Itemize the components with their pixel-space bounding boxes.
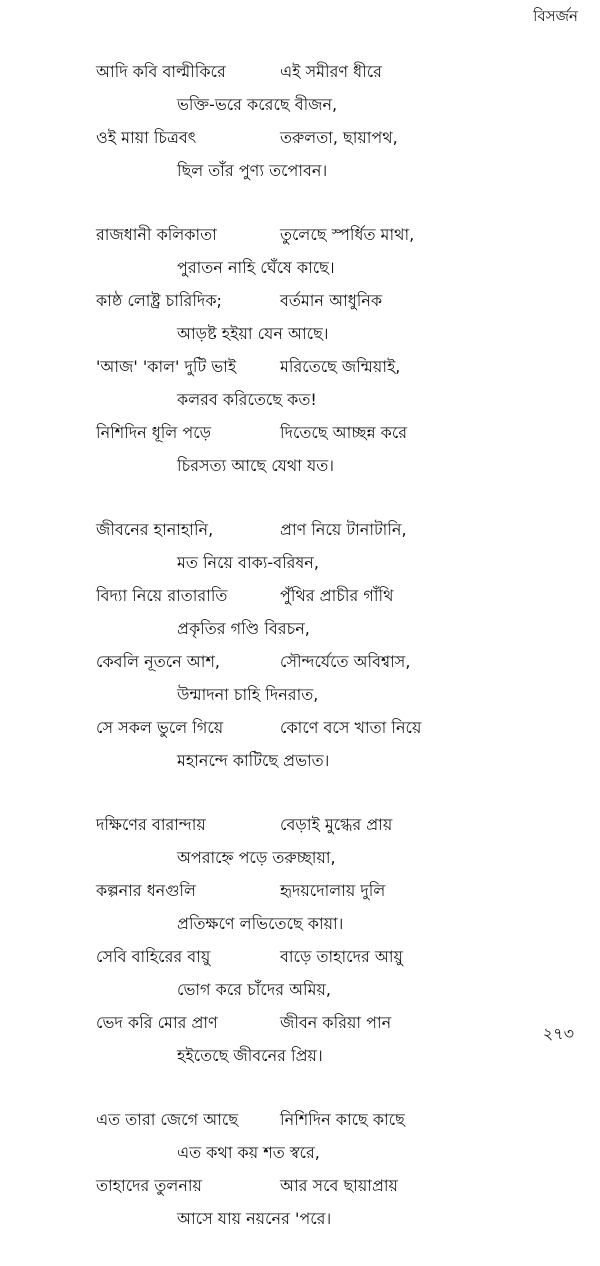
verse-second-half: সৌন্দর্যেতে অবিশ্বাস, [280,652,411,671]
verse-second-half: তরুলতা, ছায়াপথ, [280,128,398,147]
verse-line [0,513,600,546]
poem-body [0,55,600,1266]
verse-line [0,940,600,973]
verse-second-half: বর্তমান আধুনিক [280,291,383,310]
verse-line [0,416,600,449]
verse-line-indented [0,383,600,416]
verse-first-half: তাহাদের তুলনায় [96,1176,202,1195]
verse-line-indented [0,612,600,645]
verse-second-half: প্রাণ নিয়ে টানাটানি, [280,520,407,539]
verse-first-half: দক্ষিণের বারান্দায় [96,815,206,834]
verse-first-half: ওই মায়া চিত্রবৎ [96,128,197,147]
verse-second-half: তুলেছে স্পর্ধিত মাথা, [280,225,415,244]
verse-first-half: এত তারা জেগে আছে [96,1110,239,1129]
verse-line-indented [0,744,600,777]
verse-refrain: মহানন্দে কাটিছে প্রভাত। [177,751,330,770]
stanza [0,1103,600,1235]
verse-first-half: আদি কবি বাল্মীকিরে [96,62,226,81]
running-head-title: বিসর্জন [533,7,578,25]
verse-line [0,350,600,383]
verse-line [0,1103,600,1136]
verse-refrain: পুরাতন নাহি ঘেঁষে কাছে। [177,258,335,277]
verse-first-half: নিশিদিন ধূলি পড়ে [96,423,212,442]
verse-line-indented [0,449,600,482]
verse-line-indented [0,907,600,940]
verse-line-indented [0,317,600,350]
verse-first-half: সে সকল ভুলে গিয়ে [96,718,224,737]
stanza [0,55,600,187]
verse-refrain: ভক্তি-ভরে করেছে বীজন, [177,95,338,114]
verse-second-half: বাড়ে তাহাদের আয়ু [280,947,403,966]
verse-second-half: পুঁথির প্রাচীর গাঁথি [280,586,394,605]
verse-refrain: মত নিয়ে বাক্য-বরিষন, [177,553,319,572]
verse-first-half: সেবি বাহিরের বায়ু [96,947,211,966]
verse-line-indented [0,1039,600,1072]
verse-second-half: জীবন করিয়া পান [280,1013,392,1032]
verse-line [0,874,600,907]
verse-second-half: মরিতেছে জন্মিয়াই, [280,357,401,376]
verse-line-indented [0,546,600,579]
verse-line [0,711,600,744]
verse-refrain: আড়ষ্ট হইয়া যেন আছে। [177,324,329,343]
verse-refrain: প্রকৃতির গণ্ডি বিরচন, [177,619,310,638]
verse-first-half: কল্পনার ধনগুলি [96,881,196,900]
verse-second-half: এই সমীরণ ধীরে [280,62,382,81]
verse-refrain: প্রতিক্ষণে লভিতেছে কায়া। [177,914,344,933]
verse-second-half: বেড়াই মুগ্ধের প্রায় [280,815,393,834]
verse-line [0,1169,600,1202]
verse-refrain: উন্মাদনা চাহি দিনরাত, [177,685,319,704]
verse-line [0,579,600,612]
verse-line [0,808,600,841]
verse-first-half: 'আজ' 'কাল' দুটি ভাই [96,357,237,376]
verse-refrain: হইতেছে জীবনের প্রিয়। [177,1046,323,1065]
verse-first-half: রাজধানী কলিকাতা [96,225,217,244]
verse-line-indented [0,251,600,284]
verse-line-indented [0,678,600,711]
verse-line-indented [0,154,600,187]
verse-refrain: ছিল তাঁর পুণ্য তপোবন। [177,161,328,180]
verse-refrain: চিরসত্য আছে যেথা যত। [177,456,334,475]
verse-line-indented [0,1202,600,1235]
page-number: ২৭৩ [542,1024,574,1043]
verse-line-indented [0,88,600,121]
verse-line [0,645,600,678]
verse-refrain: অপরাহ্নে পড়ে তরুচ্ছায়া, [177,848,336,867]
verse-second-half: দিতেছে আচ্ছন্ন করে [280,423,408,442]
verse-refrain: এত কথা কয় শত স্বরে, [177,1143,320,1162]
stanza [0,218,600,482]
verse-line-indented [0,841,600,874]
verse-line [0,1006,600,1039]
verse-second-half: আর সবে ছায়াপ্রায় [280,1176,398,1195]
verse-second-half: কোণে বসে খাতা নিয়ে [280,718,422,737]
verse-first-half: ভেদ করি মোর প্রাণ [96,1013,218,1032]
verse-second-half: হৃদয়দোলায় দুলি [280,881,386,900]
verse-refrain: কলরব করিতেছে কত! [177,390,317,409]
verse-line [0,284,600,317]
verse-first-half: কাষ্ঠ লোষ্ট্র চারিদিক; [96,291,222,310]
verse-refrain: আসে যায় নয়নের 'পরে। [177,1209,332,1228]
verse-refrain: ভোগ করে চাঁদের অমিয়, [177,980,331,999]
stanza [0,513,600,777]
verse-first-half: কেবলি নূতনে আশ, [96,652,221,671]
stanza [0,808,600,1072]
verse-line-indented [0,1136,600,1169]
verse-line [0,55,600,88]
verse-line-indented [0,973,600,1006]
verse-first-half: জীবনের হানাহানি, [96,520,214,539]
verse-line [0,121,600,154]
verse-second-half: নিশিদিন কাছে কাছে [280,1110,405,1129]
verse-line [0,218,600,251]
verse-first-half: বিদ্যা নিয়ে রাতারাতি [96,586,228,605]
